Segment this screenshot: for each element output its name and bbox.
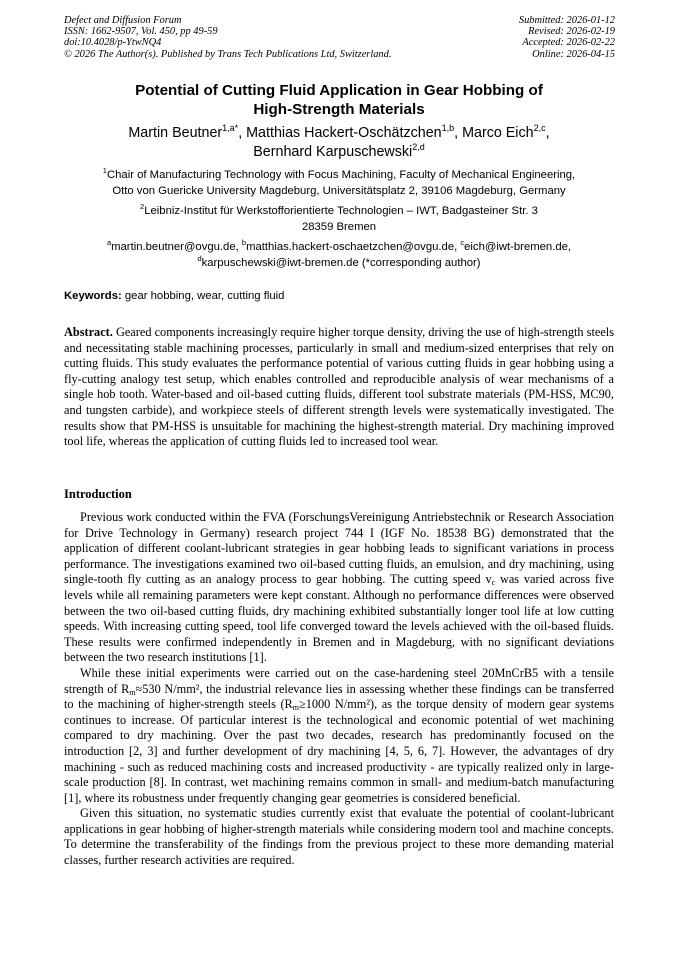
author-name: Matthias Hackert-Oschätzchen [246, 125, 442, 141]
email-mark: a [106, 238, 112, 247]
author-affiliation-mark: 2,d [412, 142, 425, 152]
paper-title [64, 81, 614, 119]
email-link[interactable]: martin.beutner@ovgu.de, [111, 241, 242, 253]
journal-info [64, 15, 391, 60]
email-mark: c [460, 238, 465, 247]
keywords-text: gear hobbing, wear, cutting fluid [121, 290, 285, 302]
abstract [64, 325, 614, 450]
author-separator: , [545, 125, 550, 141]
email-link[interactable]: eich@iwt-bremen.de, [464, 241, 572, 253]
paragraph [64, 510, 614, 666]
publication-dates [519, 15, 615, 60]
author-name: Martin Beutner [128, 125, 223, 141]
author-affiliation-mark: 2,c [533, 123, 546, 133]
date-accepted: Accepted: 2026-02-22 [522, 37, 615, 49]
affiliation-line: Leibniz-Institut für Werkstofforientierte Technologien – IWT, Badgasteiner Str. 3 [144, 205, 538, 217]
affiliation-2 [64, 203, 614, 235]
subscript: m [129, 687, 136, 697]
section-heading-introduction: Introduction [64, 487, 132, 501]
email-link[interactable]: karpuschewski@iwt-bremen.de (*corresponding author) [201, 257, 481, 269]
affiliation-line: Chair of Manufacturing Technology with Focus Machining, Faculty of Mechanical Engineering, [106, 169, 576, 181]
keywords [64, 288, 614, 304]
journal-doi[interactable]: doi:10.4028/p-YtwNQ4 [64, 37, 162, 49]
journal-issn: ISSN: 1662-9507, Vol. 450, pp 49-59 [64, 26, 218, 38]
email-mark: b [241, 238, 247, 247]
paragraph-text: Previous work conducted within the FVA (ForschungsVereinigung Antriebstechnik or Research Association for Drive Technology in Germany) research project 744 I (IGF No. 18538 BG) demonstrated that the application of different coolant-lubricant strategies in gear hobbing leads to significant variations in process performance. The investigations examined two oil-based cutting fluids, an emulsion, and dry machining, using single-tooth fly cutting as an analogy process to gear hobbing. The cutting speed v [64, 510, 614, 587]
affiliation-1 [64, 167, 614, 199]
email-mark: d [197, 254, 202, 263]
author-separator: , [454, 125, 463, 141]
author-affiliation-mark: 1,a* [222, 123, 239, 133]
email-link[interactable]: matthias.hackert-oschaetzchen@ovgu.de, [246, 241, 461, 253]
affiliation-mark: 2 [140, 202, 145, 211]
author-separator: , [238, 125, 247, 141]
date-submitted: Submitted: 2026-01-12 [518, 15, 615, 26]
paragraph-text: ≥1000 N/mm²), as the torque density of modern gear systems continues to increase. Of particular interest is the technological and economic potential of wet machining compared to dry machining. Over the past two decades, research has predominantly focused on the introduction [2, 3] and further development of dry machining [4, 5, 6, 7]. However, the advantages of dry machining - such as reduced machining costs and increased productivity - are typically realized only in large-scale production [8]. In contrast, wet machining remains common in small- and medium-batch manufacturing [1], where its robustness under frequently changing gear geometries is considered beneficial. [64, 697, 614, 805]
paragraph-text: was varied across five levels while all remaining parameters were kept constant. Although no performance differences were observed between the two oil-based cutting fluids, dry machining exhibited substantially longer tool life at low cutting speeds. With increasing cutting speed, tool life converged toward the levels achieved with the oil-based fluids. These results were confirmed independently in Bremen and in Magdeburg, with no significant deviations between the two research institutions [1]. [64, 572, 614, 665]
paragraph-text: ≈530 N/mm², the industrial relevance lies in assessing whether these findings can be transferred to the machining of higher-strength steels (R [64, 681, 614, 712]
author-affiliation-mark: 1,b [441, 123, 455, 133]
subscript: c [491, 578, 496, 588]
title-line-2: High-Strength Materials [253, 101, 425, 118]
author-name: Marco Eich [462, 125, 534, 141]
affiliation-line: 28359 Bremen [301, 221, 377, 233]
title-line-1: Potential of Cutting Fluid Application in Gear Hobbing of [135, 82, 543, 99]
copyright-notice: © 2026 The Author(s). Published by Trans Tech Publications Ltd, Switzerland. [64, 48, 392, 60]
subscript: m [292, 703, 299, 713]
paragraph: Given this situation, no systematic studies currently exist that evaluate the potential of coolant-lubricant applications in gear hobbing of higher-strength materials while considering modern tool and machine concepts. To determine the transferability of the findings from the previous project to these more demanding material classes, further research activities are required. [64, 806, 614, 868]
affiliation-line: Otto von Guericke University Magdeburg, Universitätsplatz 2, 39106 Magdeburg, Germany [112, 185, 566, 197]
introduction-body [64, 510, 614, 869]
keywords-label: Keywords: [64, 290, 122, 302]
journal-name: Defect and Diffusion Forum [64, 15, 182, 26]
affiliation-mark: 1 [102, 166, 107, 175]
author-name: Bernhard Karpuschewski [253, 144, 413, 160]
date-revised: Revised: 2026-02-19 [528, 26, 615, 38]
author-list [64, 124, 614, 162]
abstract-label: Abstract. [64, 325, 113, 339]
author-emails [64, 239, 614, 271]
paragraph [64, 666, 614, 806]
date-online: Online: 2026-04-15 [532, 48, 615, 60]
abstract-text: Geared components increasingly require higher torque density, driving the use of high-strength steels and necessitating stable machining processes, particularly in small and medium-sized enterprises that rely on cutting fluids. This study evaluates the performance potential of various cutting fluids in gear hobbing using a fly-cutting analogy test setup, which enables controlled and reproducible analysis of wear mechanisms of a single hob tooth. Water-based and oil-based cutting fluids, different tool substrate materials (PM-HSS, MC90, and tungsten carbide), and workpiece steels of different strength levels were systematically investigated. The results show that PM-HSS is unsuitable for machining the highest-strength material. Dry machining improved tool life, whereas the application of cutting fluids led to increased tool wear. [64, 325, 614, 449]
paragraph-text: While these initial experiments were carried out on the case-hardening steel 20MnCrB5 with a tensile strength of R [64, 665, 614, 696]
